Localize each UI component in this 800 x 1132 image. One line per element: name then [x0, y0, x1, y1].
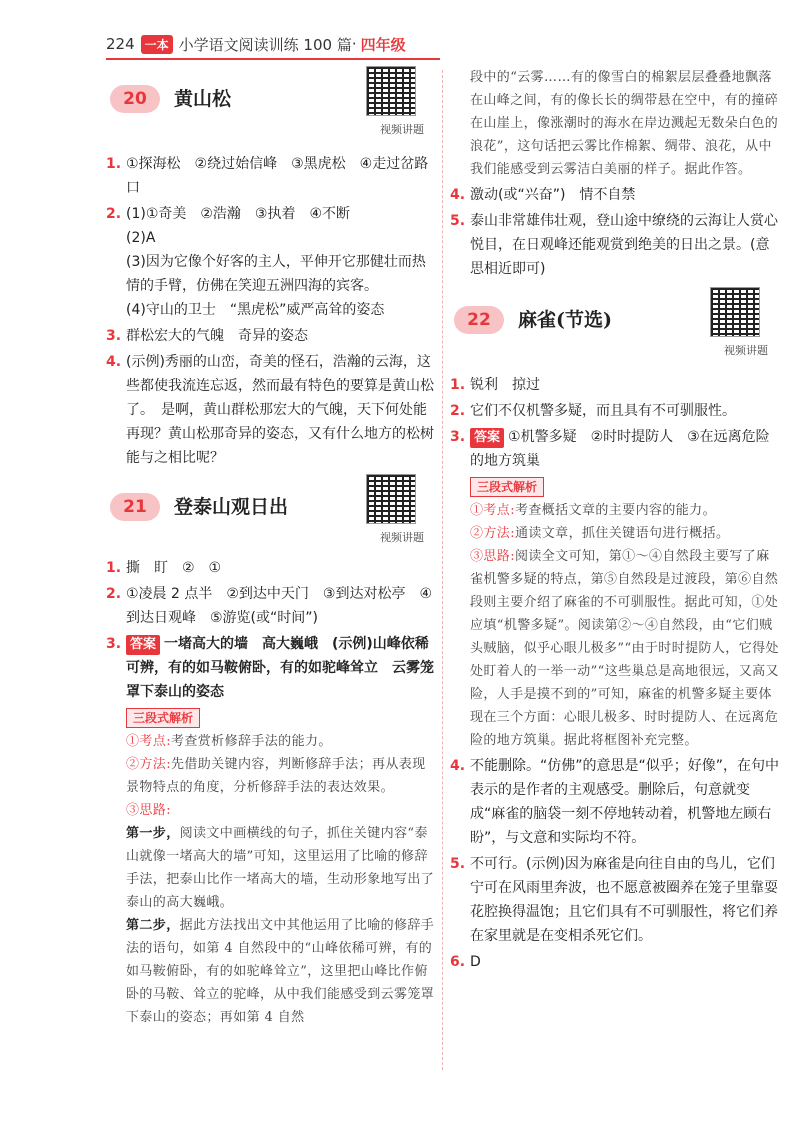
- section-number-badge: 22: [454, 306, 504, 334]
- analysis-tag: 三段式解析: [470, 477, 544, 497]
- analysis-tag: 三段式解析: [126, 708, 200, 728]
- analysis-continuation: 段中的“云雾……有的像雪白的棉絮层层叠叠地飘落在山峰之间，有的像长长的绸带悬在空中，有的撞碎在山崖上，像涨潮时的海水在岸边溅起无数朵白色的浪花”，这句话把云雾比作棉絮、绸带、浪花，从中我们能感受到云雾洁白美丽的样子。据此作答。: [470, 70, 779, 177]
- answer-text: ①凌晨 2 点半 ②到达中天门 ③到达对松亭 ④到达日观峰 ⑤游览(或“时间”): [126, 586, 433, 626]
- answer-text: 一堵高大的墙 高大巍峨 (示例)山峰依稀可辨，有的如马鞍俯卧，有的如驼峰耸立 云雾笼罩下泰山的姿态: [126, 636, 434, 700]
- book-title: 小学语文阅读训练 100 篇: [178, 35, 352, 54]
- answer-item: [106, 582, 436, 630]
- page-number: 224: [106, 35, 135, 53]
- analysis-thinking: [126, 799, 436, 822]
- section-number-badge: 20: [110, 85, 160, 113]
- analysis-method: [470, 522, 780, 545]
- item-number: 3.: [450, 429, 466, 445]
- analysis-text: 通读文章，抓住关键语句进行概括。: [514, 526, 730, 541]
- title-separator: ·: [351, 35, 357, 53]
- section-title: 黄山松: [174, 88, 232, 110]
- analysis-label: ①考点:: [470, 503, 515, 518]
- section-21-header: [106, 474, 436, 544]
- analysis-thinking: [470, 545, 780, 752]
- step-label: 第二步，: [126, 918, 180, 933]
- answer-item: [450, 399, 780, 423]
- answer-text: 激动(或“兴奋”) 情不自禁: [470, 187, 636, 203]
- item-number: 1.: [106, 156, 122, 172]
- left-column: [106, 66, 436, 1029]
- answer-text: (1)①奇美 ②浩瀚 ③执着 ④不断: [126, 206, 351, 222]
- answer-item: [106, 202, 436, 322]
- video-lecture-label: 视频讲题: [380, 531, 424, 544]
- answer-item: [106, 632, 436, 704]
- answer-item: [106, 350, 436, 470]
- section-22-header: [450, 287, 780, 357]
- answer-item: [450, 950, 780, 974]
- item-number: 2.: [450, 403, 466, 419]
- analysis-label: ③思路:: [126, 803, 171, 818]
- item-number: 1.: [450, 377, 466, 393]
- analysis-point: [126, 730, 436, 753]
- answer-text: 撕 盯 ② ①: [126, 560, 222, 576]
- analysis-label: ②方法:: [126, 757, 171, 772]
- brand-logo: 一本: [141, 35, 173, 54]
- item-number: 3.: [106, 328, 122, 344]
- item-number: 4.: [450, 187, 466, 203]
- answer-item: [450, 209, 780, 281]
- qr-code-icon[interactable]: [710, 287, 760, 337]
- item-number: 6.: [450, 954, 466, 970]
- analysis-text: 考查概括文章的主要内容的能力。: [514, 503, 716, 518]
- answer-tag: 答案: [470, 428, 504, 448]
- answer-text: 它们不仅机警多疑，而且具有不可驯服性。: [470, 403, 736, 419]
- answer-text: (4)守山的卫士 “黑虎松”威严高耸的姿态: [126, 302, 385, 318]
- section-title: 登泰山观日出: [174, 496, 289, 518]
- analysis-label: ②方法:: [470, 526, 515, 541]
- answer-item: [106, 324, 436, 348]
- page-header: [106, 32, 406, 56]
- answer-text: 群松宏大的气魄 奇异的姿态: [126, 328, 308, 344]
- analysis-text: 阅读全文可知，第①～④自然段主要写了麻雀机警多疑的特点，第⑤自然段是过渡段，第⑥自然段则主要介绍了麻雀的不可驯服性。据此可知，①处应填“机警多疑”。阅读第②～④自然段，由“它们贼头贼脑，似乎心眼儿极多”“由于时时提防人，它得处处盯着人的一举一动”“这些巢总是高地很远，又高又险，人手是摸不到的”可知，麻雀的机警多疑主要体现在三个方面：心眼儿极多、时时提防人、在远离危险的地方筑巢。据此将框图补充完整。: [470, 549, 779, 748]
- section-20-header: [106, 66, 436, 136]
- item-number: 2.: [106, 206, 122, 222]
- answer-text: 锐利 掠过: [470, 377, 540, 393]
- analysis-step: [126, 914, 436, 1029]
- answer-item: [106, 152, 436, 200]
- answer-text: (3)因为它像个好客的主人，平伸开它那健壮而热情的手臂，仿佛在笑迎五洲四海的宾客。: [126, 254, 426, 294]
- right-column: [450, 66, 780, 976]
- analysis-text: 阅读文中画横线的句子，抓住关键内容“泰山就像一堵高大的墙”可知，这里运用了比喻的修辞手法，把泰山比作一堵高大的墙，生动形象地写出了泰山的高大巍峨。: [126, 826, 435, 910]
- answer-text: (示例)秀丽的山峦，奇美的怪石，浩瀚的云海，这些都使我流连忘返，然而最有特色的要算是黄山松了。 是啊，黄山群松那宏大的气魄，天下何处能再现？黄山松那奇异的姿态，又有什么地方的松树能与之相比呢？: [126, 354, 434, 466]
- item-number: 3.: [106, 636, 122, 652]
- video-lecture-label: 视频讲题: [724, 344, 768, 357]
- analysis-method: [126, 753, 436, 799]
- analysis-label: ③思路:: [470, 549, 515, 564]
- answer-text: ①探海松 ②绕过始信峰 ③黑虎松 ④走过岔路口: [126, 156, 429, 196]
- answer-item: [450, 183, 780, 207]
- section-number-badge: 21: [110, 493, 160, 521]
- answer-text: 泰山非常雄伟壮观，登山途中缭绕的云海让人赏心悦目，在日观峰还能观赏到绝美的日出之景。(意思相近即可): [470, 213, 778, 277]
- header-rule: [106, 58, 440, 60]
- answer-text: D: [470, 954, 481, 970]
- answer-item: [106, 556, 436, 580]
- item-number: 4.: [450, 758, 466, 774]
- answer-text: ①机警多疑 ②时时提防人 ③在远离危险的地方筑巢: [470, 429, 770, 469]
- analysis-text: 先借助关键内容，判断修辞手法；再从表现景物特点的角度，分析修辞手法的表达效果。: [126, 757, 426, 795]
- analysis-step: [126, 822, 436, 914]
- item-number: 1.: [106, 560, 122, 576]
- answer-item: [450, 425, 780, 473]
- analysis-text: 考查赏析修辞手法的能力。: [170, 734, 332, 749]
- answer-item: [450, 852, 780, 948]
- step-label: 第一步，: [126, 826, 180, 841]
- item-number: 2.: [106, 586, 122, 602]
- item-number: 5.: [450, 856, 466, 872]
- answer-tag: 答案: [126, 635, 160, 655]
- column-divider: [442, 70, 444, 1070]
- answer-text: 不能删除。“仿佛”的意思是“似乎；好像”，在句中表示的是作者的主观感受。删除后，句意就变成“麻雀的脑袋一刻不停地转动着，机警地左顾右盼”，与文意和实际均不符。: [470, 758, 780, 846]
- answer-item: [450, 373, 780, 397]
- item-number: 4.: [106, 354, 122, 370]
- analysis-label: ①考点:: [126, 734, 171, 749]
- analysis-point: [470, 499, 780, 522]
- qr-code-icon[interactable]: [366, 474, 416, 524]
- item-number: 5.: [450, 213, 466, 229]
- video-lecture-label: 视频讲题: [380, 123, 424, 136]
- section-title: 麻雀(节选): [518, 309, 612, 331]
- grade-label: 四年级: [360, 35, 406, 54]
- answer-text: (2)A: [126, 230, 156, 246]
- analysis-text: 据此方法找出文中其他运用了比喻的修辞手法的语句，如第 4 自然段中的“山峰依稀可辨，有的如马鞍俯卧，有的如驼峰耸立”，这里把山峰比作俯卧的马鞍、耸立的驼峰，从中我们能感受到云雾笼罩下泰山的姿态；再如第 4 自然: [126, 918, 435, 1025]
- qr-code-icon[interactable]: [366, 66, 416, 116]
- answer-item: [450, 754, 780, 850]
- answer-text: 不可行。(示例)因为麻雀是向往自由的鸟儿，它们宁可在风雨里奔波，也不愿意被圈养在笼子里靠耍花腔换得温饱；且它们具有不可驯服性，将它们养在家里就是在变相杀死它们。: [470, 856, 778, 944]
